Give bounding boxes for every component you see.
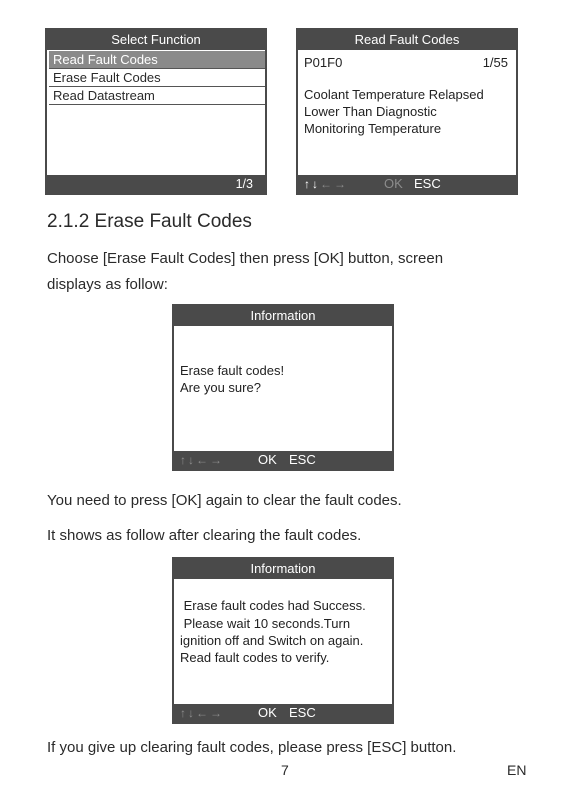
intro-line: displays as follow: — [47, 276, 168, 293]
esc-key[interactable]: ESC — [289, 452, 316, 467]
fault-code: P01F0 — [304, 55, 343, 70]
after-clear-text: It shows as follow after clearing the fault codes. — [47, 527, 362, 544]
intro-line: Choose [Erase Fault Codes] then press [OK] button, screen — [47, 250, 444, 267]
ok-key[interactable]: OK — [384, 176, 403, 191]
esc-key[interactable]: ESC — [414, 176, 441, 191]
dialog-message-line: Erase fault codes! — [180, 363, 285, 378]
menu-item-read-datastream[interactable]: Read Datastream — [49, 87, 265, 105]
ok-key[interactable]: OK — [258, 452, 277, 467]
confirm-instruction: You need to press [OK] again to clear the fault codes. — [47, 492, 402, 509]
dialog-footer — [174, 704, 392, 722]
dialog-footer — [174, 451, 392, 469]
esc-instruction: If you give up clearing fault codes, please press [ESC] button. — [47, 739, 457, 756]
arrows-icon — [304, 175, 348, 193]
dialog-message-line: Erase fault codes had Success. — [180, 598, 366, 613]
arrows-icon: ↑↓←→ — [180, 453, 224, 467]
erase-success-dialog — [172, 557, 394, 724]
dialog-message-line: Read fault codes to verify. — [180, 650, 330, 665]
menu-item-read-fault-codes[interactable]: Read Fault Codes — [49, 51, 265, 69]
dialog-message-line: Please wait 10 seconds.Turn — [180, 616, 351, 631]
fault-description-line: Monitoring Temperature — [304, 121, 442, 136]
read-fault-codes-screen — [296, 28, 518, 195]
screen-title: Select Function — [47, 30, 265, 50]
fault-count: 1/55 — [482, 55, 508, 70]
fault-description-line: Lower Than Diagnostic — [304, 104, 437, 119]
dialog-title: Information — [174, 306, 392, 326]
down-arrow-icon: ↓ — [312, 177, 320, 191]
screen-footer — [47, 175, 265, 193]
left-arrow-icon: ← — [320, 177, 334, 191]
ok-key[interactable]: OK — [258, 705, 277, 720]
screen-footer — [298, 175, 516, 193]
dialog-message-line: Are you sure? — [180, 380, 261, 395]
arrows-icon: ↑↓←→ — [180, 706, 224, 720]
esc-key[interactable]: ESC — [289, 705, 316, 720]
section-heading: 2.1.2 Erase Fault Codes — [47, 211, 252, 232]
select-function-screen — [45, 28, 267, 195]
dialog-message-line: ignition off and Switch on again. — [180, 633, 364, 648]
screen-title: Read Fault Codes — [298, 30, 516, 50]
menu-item-erase-fault-codes[interactable]: Erase Fault Codes — [49, 69, 265, 87]
page-indicator: 1/3 — [235, 177, 253, 191]
dialog-title: Information — [174, 559, 392, 579]
page-number: 7 — [281, 762, 289, 778]
erase-confirm-dialog — [172, 304, 394, 471]
up-arrow-icon: ↑ — [304, 177, 312, 191]
right-arrow-icon: → — [334, 177, 348, 191]
language-label: EN — [507, 762, 527, 778]
fault-description-line: Coolant Temperature Relapsed — [304, 87, 484, 102]
